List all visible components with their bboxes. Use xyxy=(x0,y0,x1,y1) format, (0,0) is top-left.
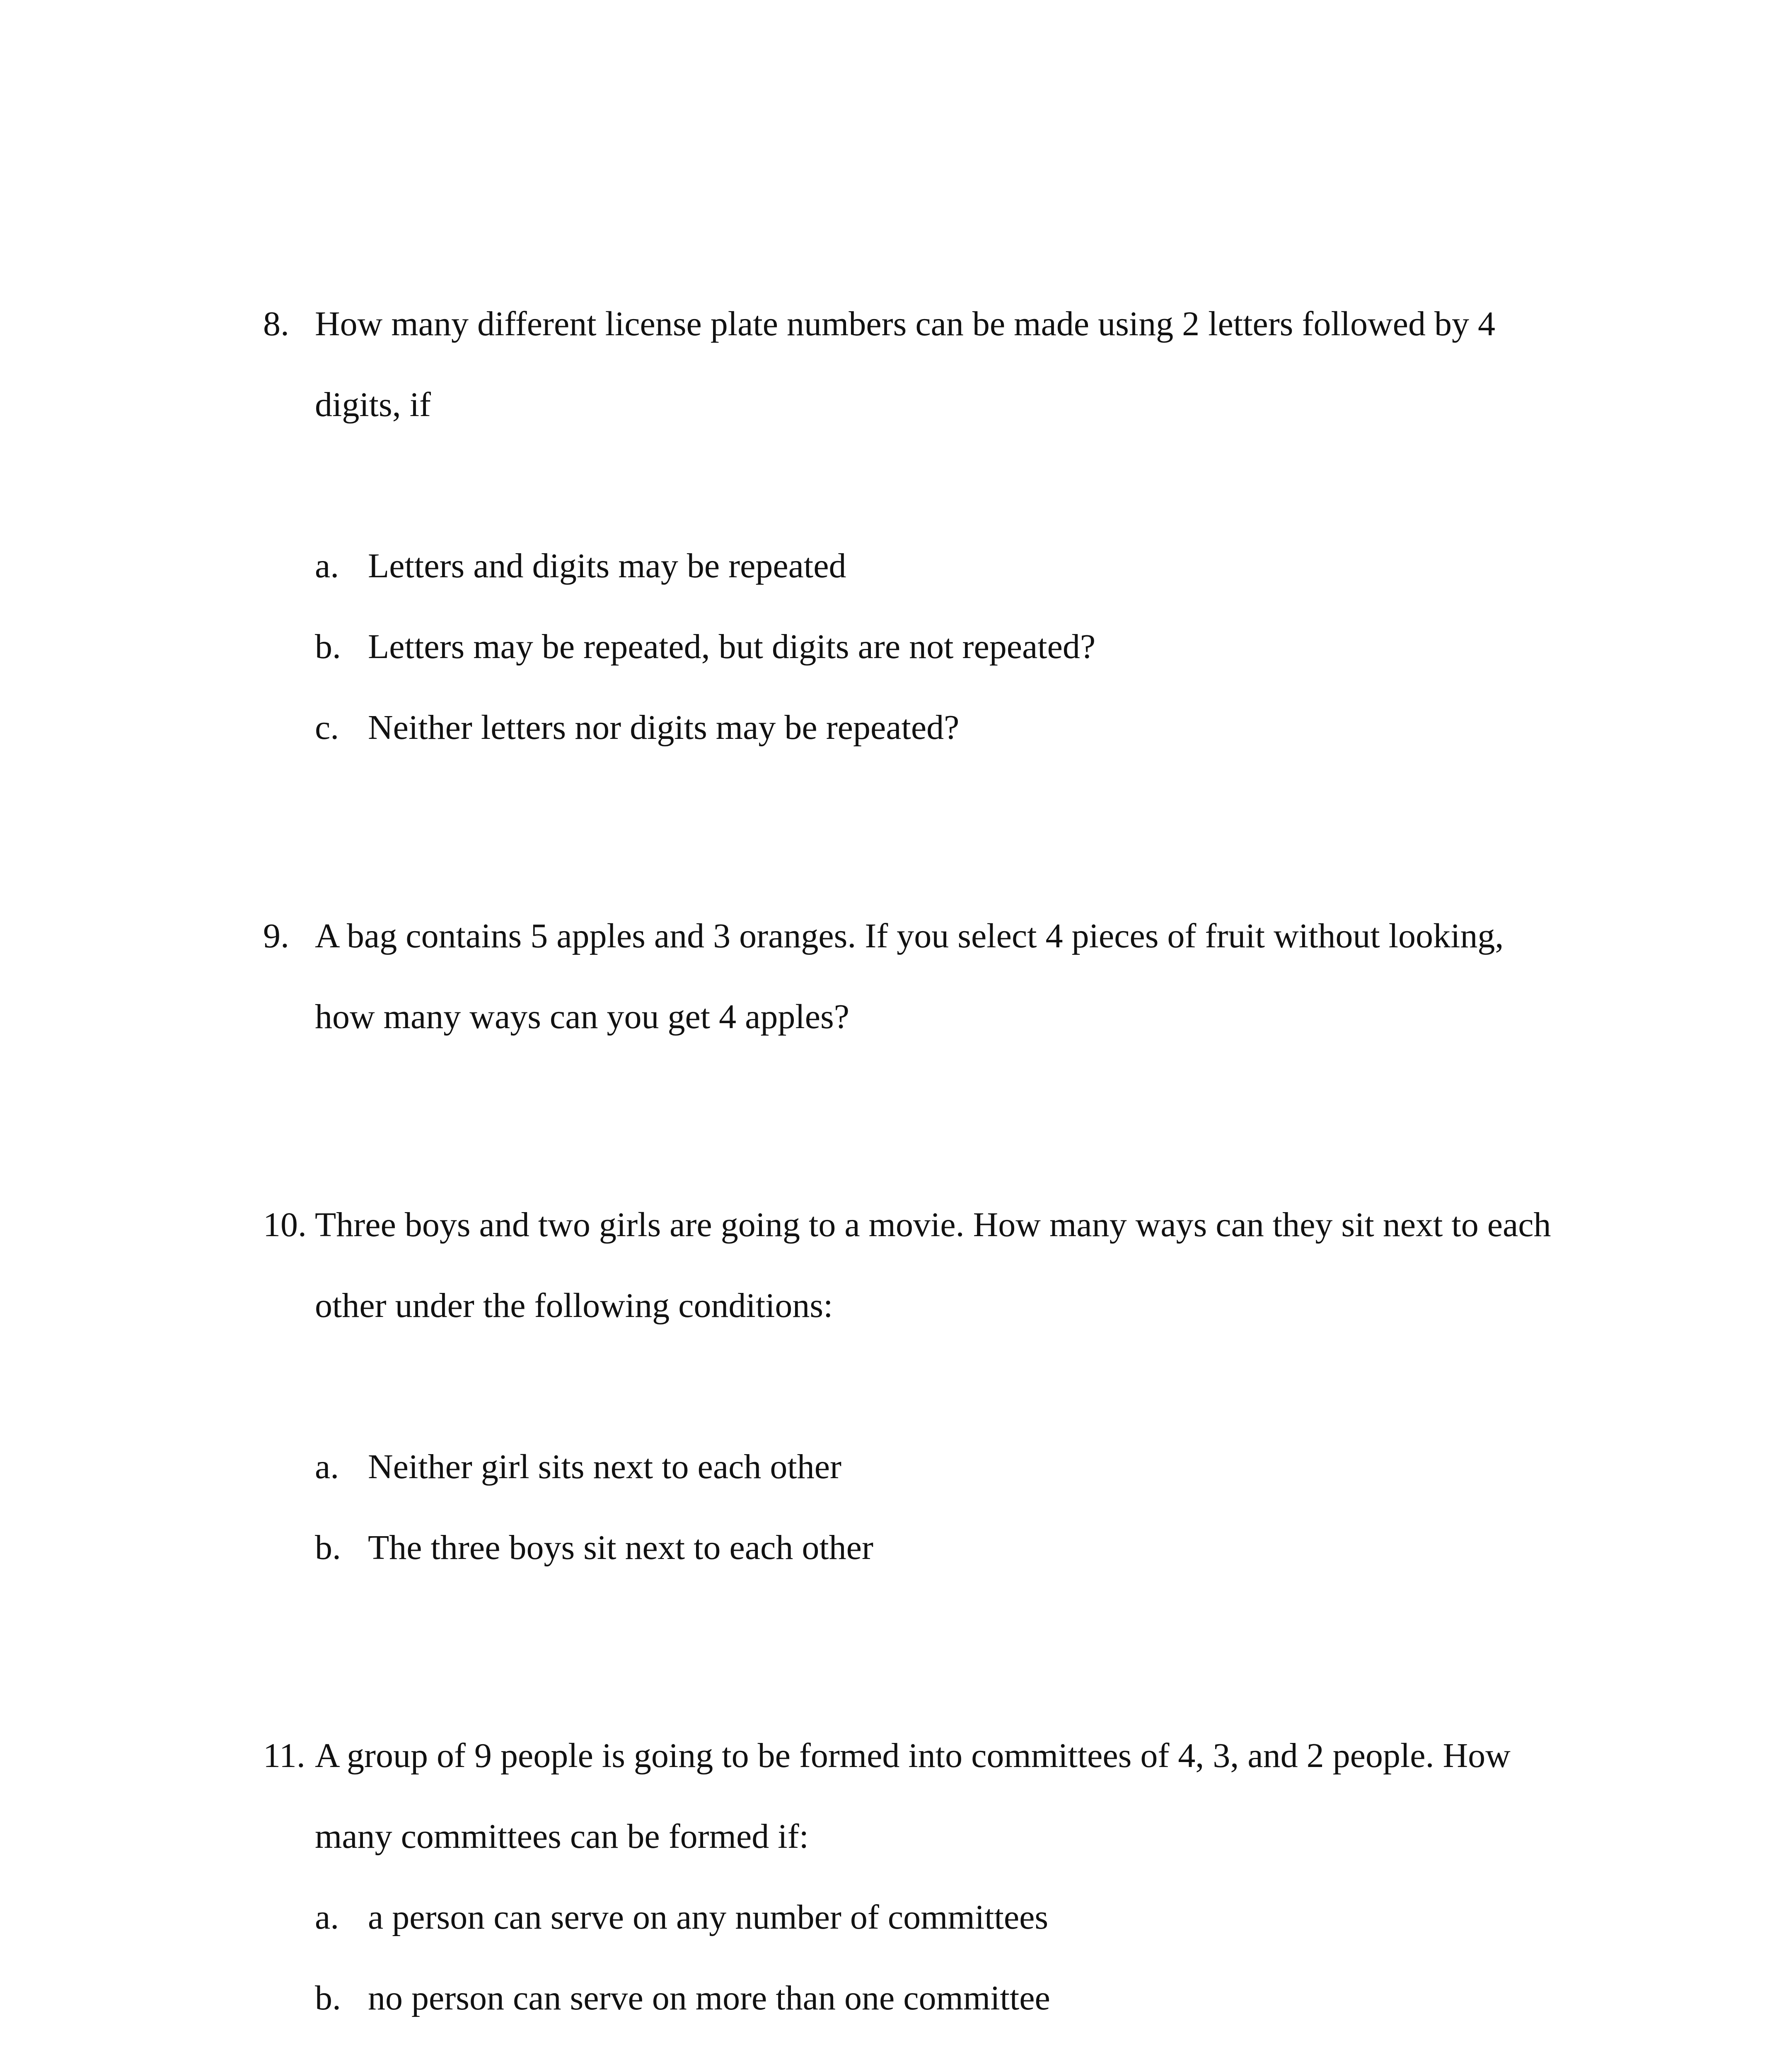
part-label: a. xyxy=(315,1447,339,1486)
part-text: a person can serve on any number of committees xyxy=(368,1898,1049,1936)
question-text-line: How many different license plate numbers can be made using 2 letters followed by 4 xyxy=(315,305,1495,343)
part-label: a. xyxy=(315,547,339,585)
part-text: Neither girl sits next to each other xyxy=(368,1447,841,1486)
part-text: Letters and digits may be repeated xyxy=(368,547,846,585)
question-number: 10. xyxy=(263,1205,307,1244)
part-label: b. xyxy=(315,1528,341,1567)
part-text: The three boys sit next to each other xyxy=(368,1528,873,1567)
part-text: no person can serve on more than one committee xyxy=(368,1979,1050,2017)
part-text: Neither letters nor digits may be repeated? xyxy=(368,708,960,747)
question-number: 8. xyxy=(263,305,289,343)
part-label: b. xyxy=(315,627,341,666)
question-text-line: many committees can be formed if: xyxy=(315,1817,809,1856)
question-text-line: Three boys and two girls are going to a movie. How many ways can they sit next to each xyxy=(315,1205,1551,1244)
part-label: c. xyxy=(315,708,339,747)
question-number: 9. xyxy=(263,917,289,955)
part-label: b. xyxy=(315,1979,341,2017)
question-text-line: how many ways can you get 4 apples? xyxy=(315,997,849,1036)
question-text-line: other under the following conditions: xyxy=(315,1286,833,1325)
question-text-line: A bag contains 5 apples and 3 oranges. If you select 4 pieces of fruit without looking, xyxy=(315,917,1504,955)
question-number: 11. xyxy=(263,1736,305,1775)
question-text-line: A group of 9 people is going to be formed into committees of 4, 3, and 2 people. How xyxy=(315,1736,1511,1775)
part-label: a. xyxy=(315,1898,339,1936)
question-text-line: digits, if xyxy=(315,385,431,424)
part-text: Letters may be repeated, but digits are not repeated? xyxy=(368,627,1096,666)
